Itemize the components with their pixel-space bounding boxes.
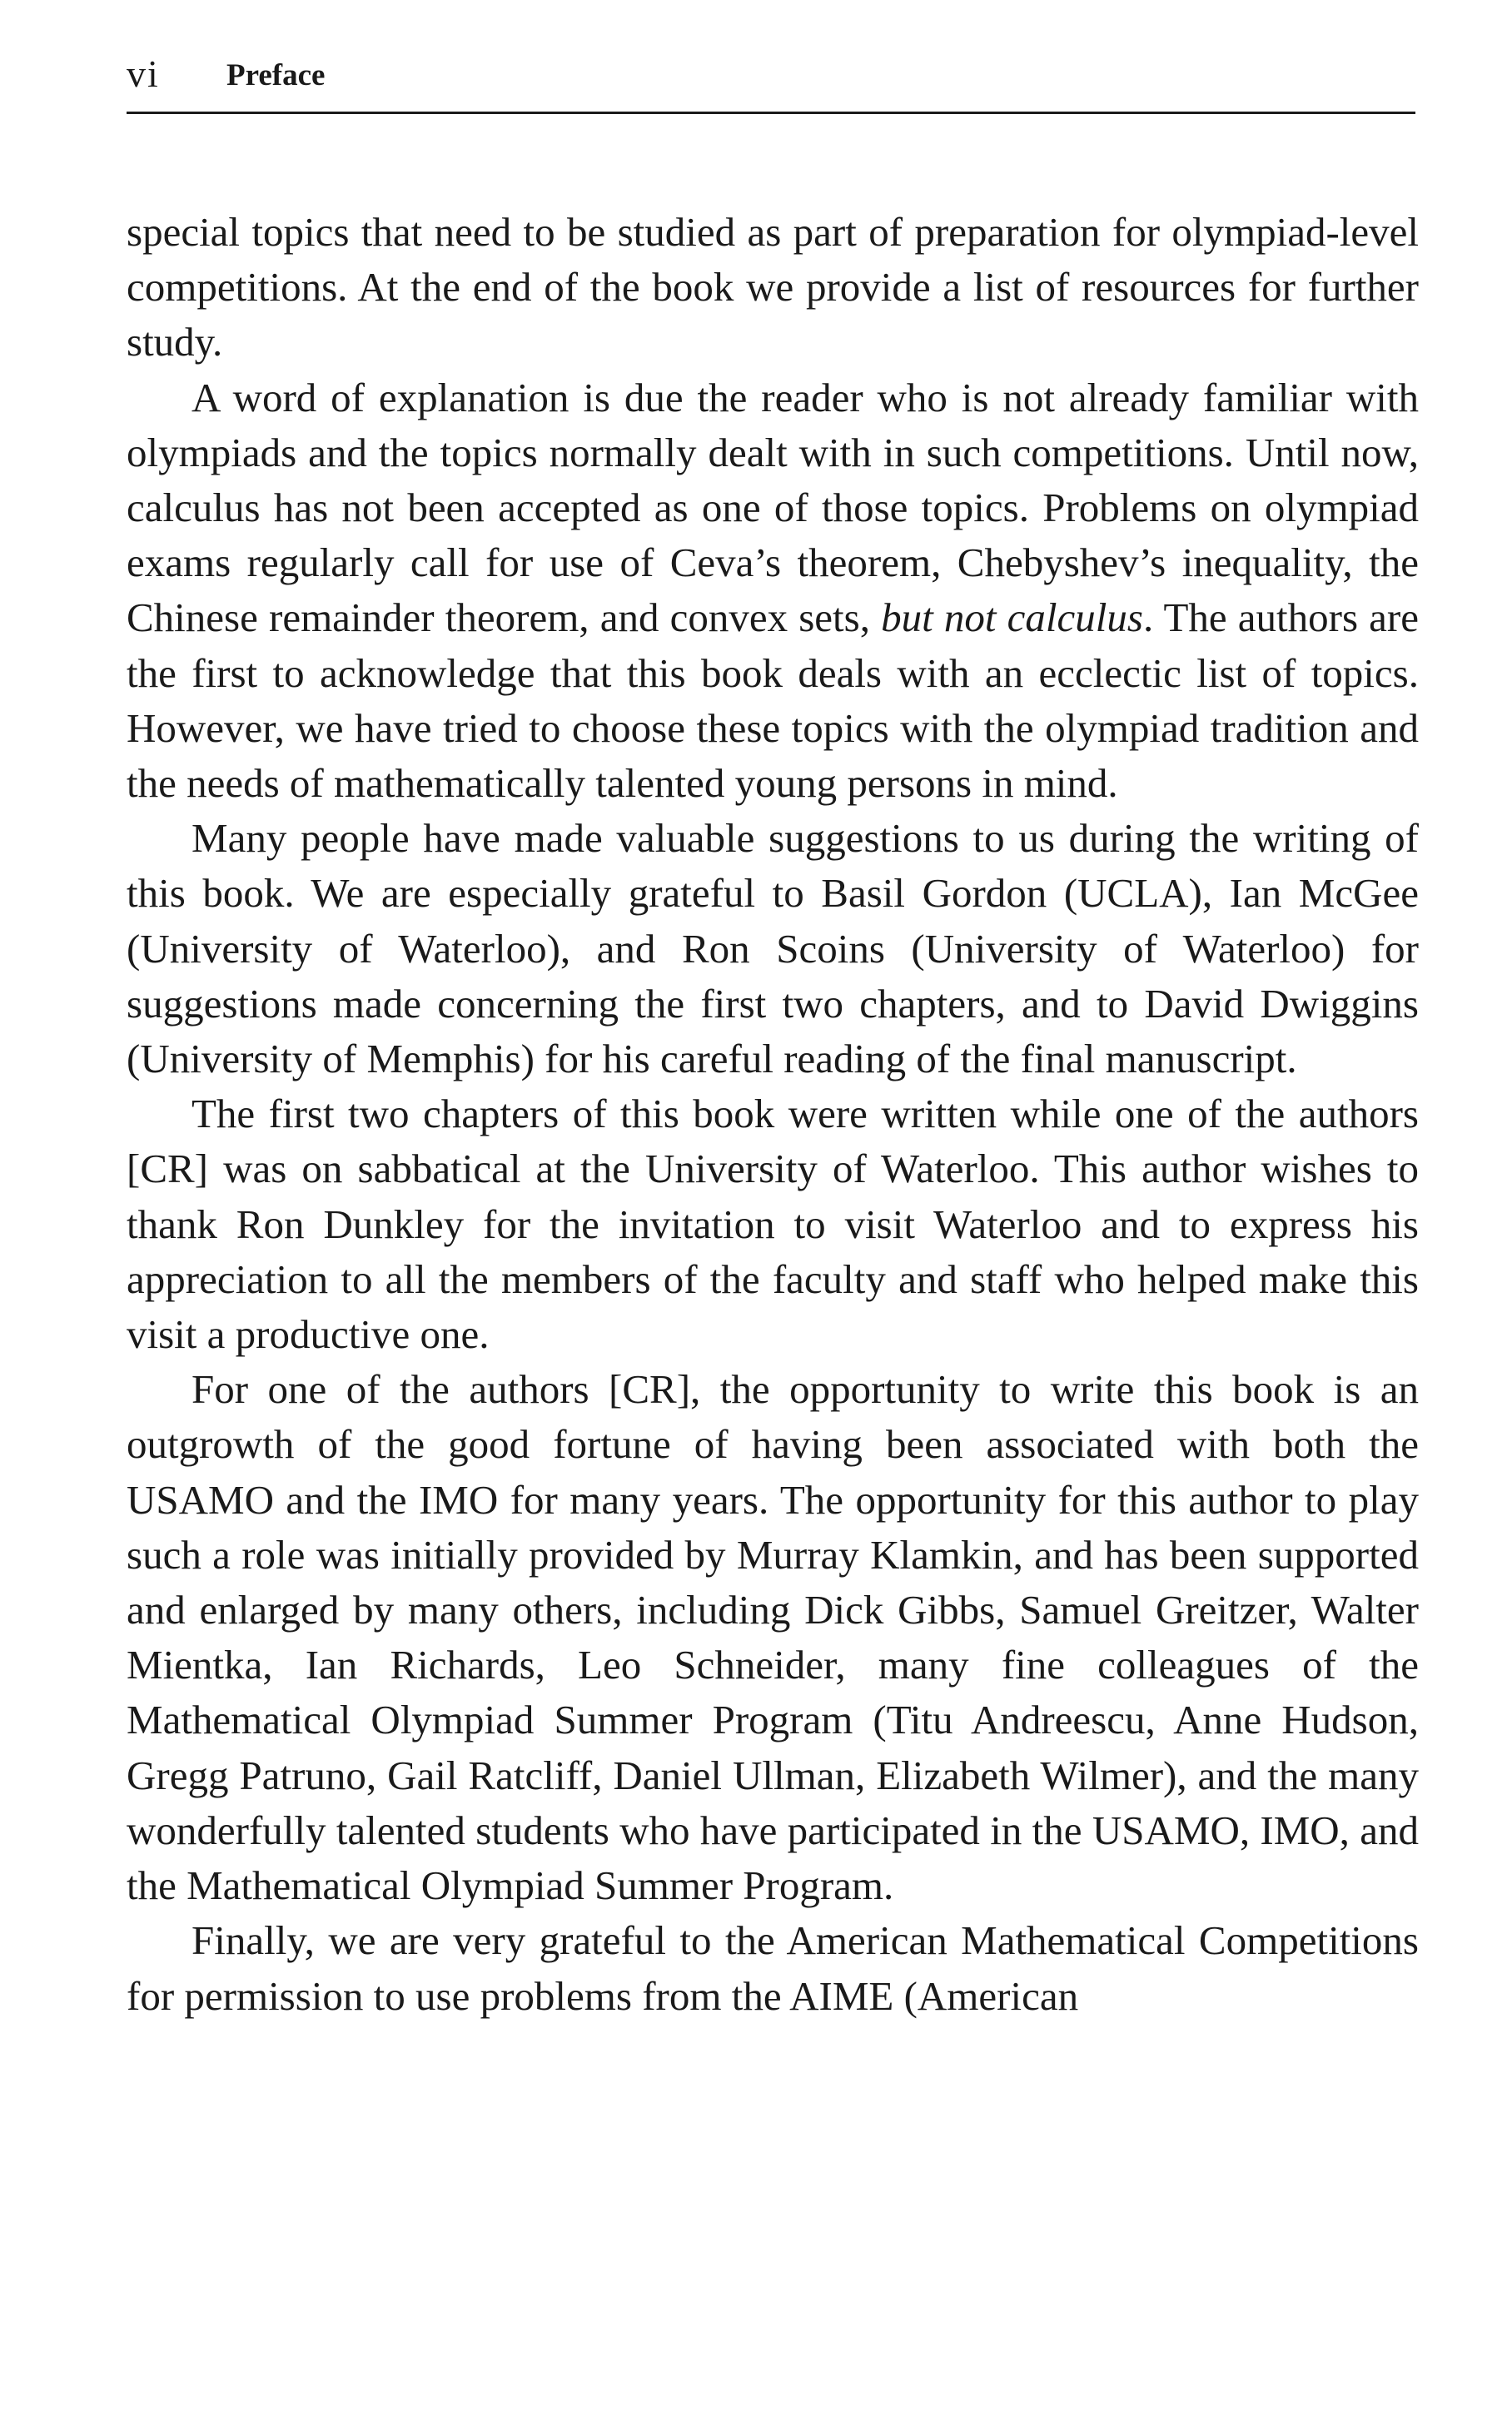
paragraph-usamo-imo: For one of the authors [CR], the opportunity to write this book is an outgrowth of the good fortune of having been associated with both the USAMO and the IMO for many years. The opportunity for this author to play such a role was initially provided by Murray Klamkin, and has been supported and enlarged by many others, including Dick Gibbs, Samuel Greitzer, Walter Mientka, Ian Richards, Leo Schneider, many fine colleagues of the Mathematical Olympiad Summer Program (Titu Andreescu, Anne Hudson, Gregg Patruno, Gail Ratcliff, Daniel Ullman, Elizabeth Wilmer), and the many wonderfully talented students who have participated in the USAMO, IMO, and the Mathematical Olympiad Summer Program. [127,1366,1419,1909]
page-header [127,52,1415,114]
preface-body [127,205,1419,2024]
emphasized-phrase: but not calculus [881,594,1143,641]
running-head: Preface [226,58,326,92]
paragraph-continued: special topics that need to be studied as part of preparation for olympiad-level competitions. At the end of the book we provide a list of resources for further study. [127,209,1419,365]
paragraph-sabbatical: The first two chapters of this book were written while one of the authors [CR] was on sabbatical at the University of Waterloo. This author wishes to thank Ron Dunkley for the invitation to visit Waterloo and to express his appreciation to all the members of the faculty and staff who helped make this visit a productive one. [127,1091,1419,1358]
paragraph-finally: Finally, we are very grateful to the American Mathematical Competitions for permission to use problems from the AIME (American [127,1917,1419,2019]
paragraph-acknowledgements: Many people have made valuable suggestions to us during the writing of this book. We are especially grateful to Basil Gordon (UCLA), Ian McGee (University of Waterloo), and Ron Scoins (University of Waterloo) for suggestions made concerning the first two chapters, and to David Dwiggins (University of Memphis) for his careful reading of the final manuscript. [127,815,1419,1082]
paragraph-text: A word of explanation is due the reader who is not already familiar with olympiads and the topics normally dealt with in such competitions. Until now, calculus has not been accepted as one of those topics. Problems on olympiad exams regularly call for use of Ceva’s theorem, Chebyshev’s inequality, the Chinese remainder theorem, and convex sets, [127,374,1419,641]
paragraph-word-of-explanation [127,370,1419,812]
paragraph-text: . The authors are the first to acknowledge that this book deals with an ecclectic list of topics. However, we have tried to choose these topics with the olympiad tradition and the needs of mathematically talented young persons in mind. [127,594,1419,807]
page-number: vi [127,52,160,95]
